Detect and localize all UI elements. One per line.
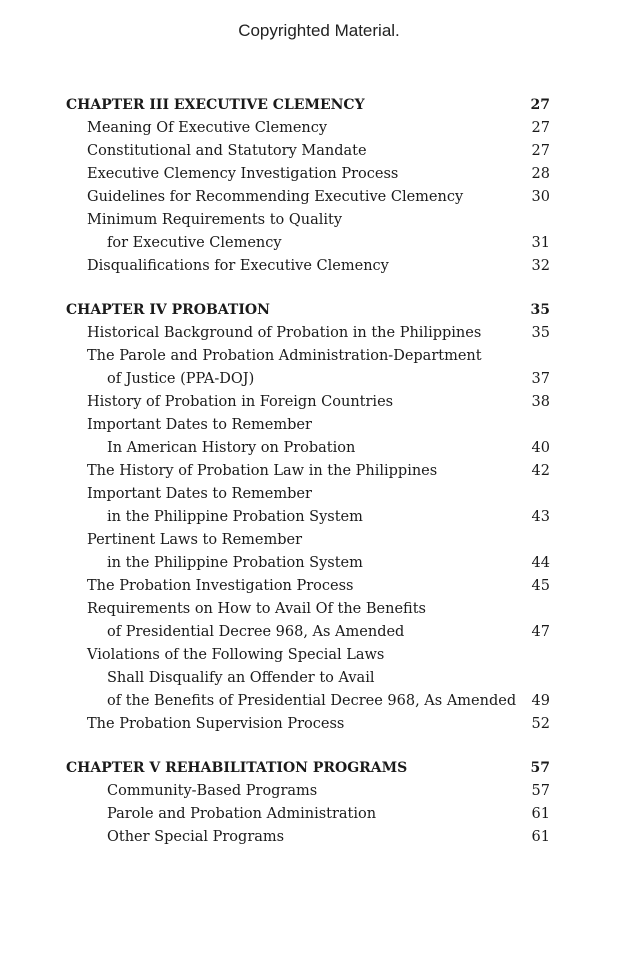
entry-title: Requirements on How to Avail Of the Benefits [87,601,426,617]
toc-entry-row [0,826,638,849]
toc-entry-row [0,598,638,621]
toc-entry-row [0,437,638,460]
entry-title: The History of Probation Law in the Philippines [87,463,438,479]
entry-title: Important Dates to Remember [87,486,312,502]
page-number: 47 [531,624,550,640]
entry-title: Historical Background of Probation in the Philippines [87,325,482,341]
entry-title: Important Dates to Remember [87,417,312,433]
entry-title: for Executive Clemency [107,235,282,251]
entry-title: Other Special Programs [107,829,285,845]
page-number: 35 [531,325,550,341]
page-number: 57 [531,783,550,799]
entry-title: Parole and Probation Administration [107,806,377,822]
toc-entry-row [0,460,638,483]
page-number: 45 [531,578,550,594]
entry-title: Guidelines for Recommending Executive Clemency [87,189,464,205]
entry-title: Executive Clemency Investigation Process [87,166,399,182]
page-number: 42 [531,463,550,479]
toc-entry-row [0,552,638,575]
entry-title: of the Benefits of Presidential Decree 968, As Amended [107,693,517,709]
page-number: 61 [531,829,550,845]
page-number: 28 [531,166,550,182]
toc-entry-row [0,506,638,529]
toc-entry-row [0,621,638,644]
page-number: 38 [531,394,550,410]
entry-title: The Parole and Probation Administration-Department [87,348,482,364]
page-number: 52 [531,716,550,732]
chapter-heading-row [0,299,638,322]
table-of-contents [0,94,638,870]
toc-entry-row [0,713,638,736]
toc-entry-row [0,322,638,345]
page-number: 27 [531,143,550,159]
toc-entry-row [0,163,638,186]
page-number: 27 [530,97,550,113]
toc-entry-row [0,803,638,826]
toc-entry-row [0,667,638,690]
toc-entry-row [0,345,638,368]
chapter-title: CHAPTER III EXECUTIVE CLEMENCY [66,97,365,113]
entry-title: Pertinent Laws to Remember [87,532,303,548]
entry-title: The Probation Supervision Process [87,716,345,732]
entry-title: of Justice (PPA-DOJ) [107,371,255,387]
page-number: 49 [531,693,550,709]
entry-title: in the Philippine Probation System [107,509,363,525]
entry-title: Minimum Requirements to Quality [87,212,343,228]
toc-entry-row [0,644,638,667]
chapter-title: CHAPTER V REHABILITATION PROGRAMS [66,760,408,776]
entry-title: Violations of the Following Special Laws [87,647,385,663]
page-number: 57 [530,760,550,776]
entry-title: The Probation Investigation Process [87,578,354,594]
entry-title: Disqualifications for Executive Clemency [87,258,389,274]
entry-title: Shall Disqualify an Offender to Avail [107,670,375,686]
toc-entry-row [0,255,638,278]
page-number: 40 [531,440,550,456]
page-number: 30 [531,189,550,205]
toc-entry-row [0,575,638,598]
toc-entry-row [0,232,638,255]
toc-entry-row [0,529,638,552]
entry-title: in the Philippine Probation System [107,555,363,571]
chapter-heading-row [0,94,638,117]
page-number: 35 [530,302,550,318]
copyright-banner: Copyrighted Material. [238,21,400,40]
page-number: 31 [531,235,550,251]
entry-title: Community-Based Programs [107,783,318,799]
page-number: 27 [531,120,550,136]
page-number: 44 [531,555,550,571]
chapter-title: CHAPTER IV PROBATION [66,302,270,318]
entry-title: History of Probation in Foreign Countries [87,394,394,410]
entry-title: Meaning Of Executive Clemency [87,120,328,136]
chapter-heading-row [0,757,638,780]
toc-entry-row [0,483,638,506]
page-number: 37 [531,371,550,387]
toc-entry-row [0,690,638,713]
toc-entry-row [0,780,638,803]
toc-entry-row [0,186,638,209]
entry-title: of Presidential Decree 968, As Amended [107,624,405,640]
entry-title: Constitutional and Statutory Mandate [87,143,367,159]
page-number: 61 [531,806,550,822]
toc-entry-row [0,209,638,232]
page-number: 43 [531,509,550,525]
toc-entry-row [0,414,638,437]
page-number: 32 [531,258,550,274]
toc-entry-row [0,117,638,140]
entry-title: In American History on Probation [107,440,356,456]
toc-entry-row [0,140,638,163]
toc-entry-row [0,391,638,414]
toc-section [0,299,638,736]
toc-entry-row [0,368,638,391]
toc-section [0,94,638,278]
toc-section [0,757,638,849]
